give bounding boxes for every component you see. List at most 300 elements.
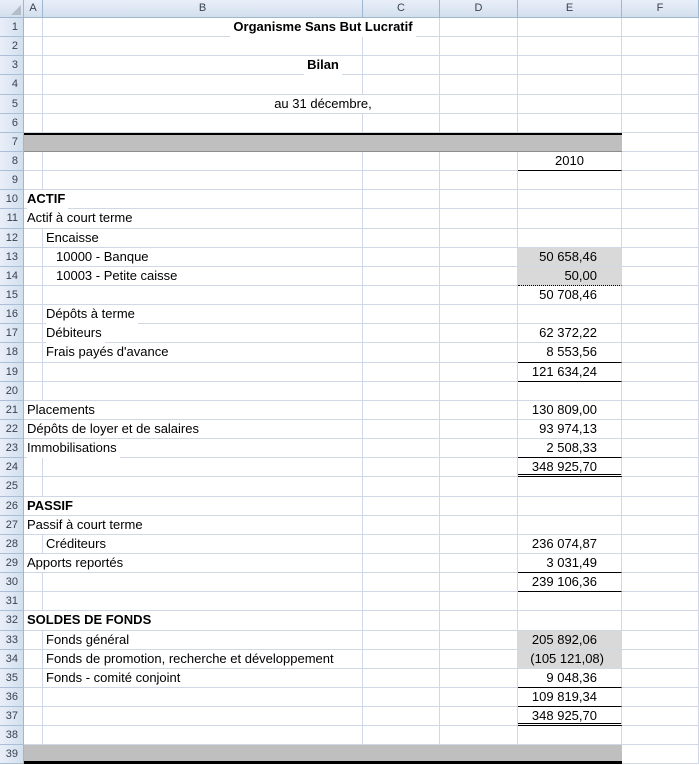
row-header-15[interactable]: 15 [0, 286, 24, 305]
row-header-14[interactable]: 14 [0, 267, 24, 286]
cell-D29[interactable] [440, 554, 518, 573]
sheet-title-text: Bilan [304, 56, 342, 75]
cell-E19[interactable]: 121 634,24 [518, 363, 622, 382]
cell-F30[interactable] [622, 573, 699, 592]
row-label: Passif à court terme [27, 516, 146, 535]
cell-F28[interactable] [622, 535, 699, 554]
cell-D8[interactable] [440, 152, 518, 171]
cell-D9[interactable] [440, 171, 518, 190]
cell-F12[interactable] [622, 229, 699, 248]
cell-E10[interactable] [518, 190, 622, 209]
row-header-31[interactable]: 31 [0, 592, 24, 611]
cell-F4[interactable] [622, 75, 699, 94]
cell-A38[interactable] [24, 726, 43, 745]
row-header-20[interactable]: 20 [0, 382, 24, 401]
cell-C8[interactable] [363, 152, 440, 171]
row-32 [24, 611, 699, 630]
row-34 [24, 650, 699, 669]
cell-E27[interactable] [518, 516, 622, 535]
title-row-1 [24, 18, 622, 37]
cell-C32[interactable] [363, 611, 440, 630]
row-22 [24, 420, 699, 439]
cell-E17[interactable]: 62 372,22 [518, 324, 622, 343]
cell-B15[interactable] [43, 286, 363, 305]
column-header-e[interactable]: E [518, 0, 622, 18]
cell-E22[interactable]: 93 974,13 [518, 420, 622, 439]
cell-E36[interactable]: 109 819,34 [518, 688, 622, 707]
row-label: Créditeurs [46, 535, 109, 554]
cell-A12[interactable] [24, 229, 43, 248]
row-label: Frais payés d'avance [46, 343, 171, 362]
row-header-7[interactable]: 7 [0, 133, 24, 152]
cell-A6[interactable] [24, 114, 43, 133]
row-header-36[interactable]: 36 [0, 688, 24, 707]
row-header-34[interactable]: 34 [0, 650, 24, 669]
row-36 [24, 688, 699, 707]
cell-C34[interactable] [363, 650, 440, 669]
cell-E25[interactable] [518, 477, 622, 496]
column-headers [0, 0, 699, 18]
cell-C13[interactable] [363, 248, 440, 267]
cell-E9[interactable] [518, 171, 622, 190]
cell-F39[interactable] [622, 745, 699, 764]
cell-D17[interactable] [440, 324, 518, 343]
row-31 [24, 592, 699, 611]
cell-E30[interactable]: 239 106,36 [518, 573, 622, 592]
cell-F11[interactable] [622, 209, 699, 228]
cell-C10[interactable] [363, 190, 440, 209]
cell-D27[interactable] [440, 516, 518, 535]
cell-C17[interactable] [363, 324, 440, 343]
row-header-39[interactable]: 39 [0, 745, 24, 764]
cell-F37[interactable] [622, 707, 699, 726]
cell-B25[interactable] [43, 477, 363, 496]
cell-A35[interactable] [24, 669, 43, 688]
cell-C18[interactable] [363, 343, 440, 362]
row-header-9[interactable]: 9 [0, 171, 24, 190]
cell-B19[interactable] [43, 363, 363, 382]
cell-D38[interactable] [440, 726, 518, 745]
row-header-6[interactable]: 6 [0, 114, 24, 133]
row-26 [24, 497, 699, 516]
cell-F23[interactable] [622, 439, 699, 458]
cell-D34[interactable] [440, 650, 518, 669]
cell-F34[interactable] [622, 650, 699, 669]
cell-D13[interactable] [440, 248, 518, 267]
cell-F32[interactable] [622, 611, 699, 630]
cell-E4[interactable] [518, 75, 622, 94]
row-header-24[interactable]: 24 [0, 458, 24, 477]
cell-B24[interactable] [43, 458, 363, 477]
cell-C38[interactable] [363, 726, 440, 745]
row-label: Dépôts à terme [46, 305, 138, 324]
cell-B10[interactable] [43, 190, 363, 209]
row-label: ACTIF [27, 190, 68, 209]
cell-D2[interactable] [440, 37, 518, 56]
row-35 [24, 669, 699, 688]
cell-F10[interactable] [622, 190, 699, 209]
cell-B4[interactable] [43, 75, 363, 94]
cell-D10[interactable] [440, 190, 518, 209]
cell-A36[interactable] [24, 688, 43, 707]
row-header-25[interactable]: 25 [0, 477, 24, 496]
row-5 [24, 95, 699, 114]
row-16 [24, 305, 699, 324]
cell-E21[interactable]: 130 809,00 [518, 401, 622, 420]
row-18 [24, 343, 699, 362]
cell-E26[interactable] [518, 497, 622, 516]
row-header-4[interactable]: 4 [0, 75, 24, 94]
cell-B37[interactable] [43, 707, 363, 726]
sheet-title-text: Organisme Sans But Lucratif [230, 18, 415, 37]
cell-E34[interactable]: (105 121,08) [518, 650, 622, 669]
row-header-26[interactable]: 26 [0, 497, 24, 516]
cell-E18[interactable]: 8 553,56 [518, 343, 622, 362]
row-19 [24, 363, 699, 382]
cell-F1[interactable] [622, 18, 699, 37]
cell-F5[interactable] [622, 95, 699, 114]
row-38 [24, 726, 699, 745]
row-29 [24, 554, 699, 573]
cell-C12[interactable] [363, 229, 440, 248]
cell-F29[interactable] [622, 554, 699, 573]
cell-D23[interactable] [440, 439, 518, 458]
select-all-triangle-icon [11, 5, 21, 15]
cell-D11[interactable] [440, 209, 518, 228]
row-28 [24, 535, 699, 554]
cell-F31[interactable] [622, 592, 699, 611]
cell-C20[interactable] [363, 382, 440, 401]
cell-F38[interactable] [622, 726, 699, 745]
cell-E24[interactable]: 348 925,70 [518, 458, 622, 477]
cell-E31[interactable] [518, 592, 622, 611]
row-header-19[interactable]: 19 [0, 363, 24, 382]
row-label: 10000 - Banque [56, 248, 152, 267]
row-label: Apports reportés [27, 554, 126, 573]
cell-D25[interactable] [440, 477, 518, 496]
cell-B9[interactable] [43, 171, 363, 190]
cell-C37[interactable] [363, 707, 440, 726]
row-header-21[interactable]: 21 [0, 401, 24, 420]
cell-F22[interactable] [622, 420, 699, 439]
row-25 [24, 477, 699, 496]
cell-E6[interactable] [518, 114, 622, 133]
cell-E33[interactable]: 205 892,06 [518, 631, 622, 650]
row-15 [24, 286, 699, 305]
row-header-3[interactable]: 3 [0, 56, 24, 75]
cell-A13[interactable] [24, 248, 43, 267]
cell-F25[interactable] [622, 477, 699, 496]
title-row-3 [24, 56, 622, 75]
cell-E37[interactable]: 348 925,70 [518, 707, 622, 726]
row-header-28[interactable]: 28 [0, 535, 24, 554]
row-header-35[interactable]: 35 [0, 669, 24, 688]
cell-A25[interactable] [24, 477, 43, 496]
row-header-17[interactable]: 17 [0, 324, 24, 343]
row-21 [24, 401, 699, 420]
cell-F9[interactable] [622, 171, 699, 190]
cell-E35[interactable]: 9 048,36 [518, 669, 622, 688]
cell-A8[interactable] [24, 152, 43, 171]
cell-A16[interactable] [24, 305, 43, 324]
column-header-a[interactable]: A [24, 0, 43, 18]
cell-A4[interactable] [24, 75, 43, 94]
cell-grid [24, 18, 699, 764]
cell-A20[interactable] [24, 382, 43, 401]
row-2 [24, 37, 699, 56]
cell-C15[interactable] [363, 286, 440, 305]
row-10 [24, 190, 699, 209]
cell-F18[interactable] [622, 343, 699, 362]
cell-F36[interactable] [622, 688, 699, 707]
cell-A17[interactable] [24, 324, 43, 343]
cell-D30[interactable] [440, 573, 518, 592]
cell-F7[interactable] [622, 133, 699, 152]
cell-C26[interactable] [363, 497, 440, 516]
cell-B38[interactable] [43, 726, 363, 745]
cell-D15[interactable] [440, 286, 518, 305]
cell-D6[interactable] [440, 114, 518, 133]
row-label: Fonds de promotion, recherche et développement [46, 650, 337, 669]
cell-A30[interactable] [24, 573, 43, 592]
cell-A34[interactable] [24, 650, 43, 669]
row-header-30[interactable]: 30 [0, 573, 24, 592]
cell-F3[interactable] [622, 56, 699, 75]
row-30 [24, 573, 699, 592]
cell-D24[interactable] [440, 458, 518, 477]
cell-E11[interactable] [518, 209, 622, 228]
cell-D37[interactable] [440, 707, 518, 726]
cell-B8[interactable] [43, 152, 363, 171]
cell-D28[interactable] [440, 535, 518, 554]
cell-F8[interactable] [622, 152, 699, 171]
cell-F17[interactable] [622, 324, 699, 343]
cell-C22[interactable] [363, 420, 440, 439]
cell-E20[interactable] [518, 382, 622, 401]
cell-A9[interactable] [24, 171, 43, 190]
cell-D16[interactable] [440, 305, 518, 324]
cell-C33[interactable] [363, 631, 440, 650]
row-14 [24, 267, 699, 286]
cell-F21[interactable] [622, 401, 699, 420]
row-7 [24, 133, 699, 152]
row-header-11[interactable]: 11 [0, 209, 24, 228]
cell-A15[interactable] [24, 286, 43, 305]
cell-D14[interactable] [440, 267, 518, 286]
cell-E8[interactable]: 2010 [518, 152, 622, 171]
select-all-corner[interactable] [0, 0, 24, 18]
row-label: Actif à court terme [27, 209, 135, 228]
row-header-22[interactable]: 22 [0, 420, 24, 439]
cell-B26[interactable] [43, 497, 363, 516]
cell-C21[interactable] [363, 401, 440, 420]
row-label: Débiteurs [46, 324, 105, 343]
cell-E38[interactable] [518, 726, 622, 745]
cell-E32[interactable] [518, 611, 622, 630]
row-label: SOLDES DE FONDS [27, 611, 154, 630]
row-label: Immobilisations [27, 439, 120, 458]
cell-E13[interactable]: 50 658,46 [518, 248, 622, 267]
cell-F15[interactable] [622, 286, 699, 305]
column-header-b[interactable]: B [43, 0, 363, 18]
column-header-d[interactable]: D [440, 0, 518, 18]
row-header-38[interactable]: 38 [0, 726, 24, 745]
row-4 [24, 75, 699, 94]
cell-D21[interactable] [440, 401, 518, 420]
cell-F27[interactable] [622, 516, 699, 535]
cell-B2[interactable] [43, 37, 363, 56]
cell-C24[interactable] [363, 458, 440, 477]
cell-F6[interactable] [622, 114, 699, 133]
row-headers [0, 18, 24, 764]
separator-band [24, 745, 622, 764]
cell-D18[interactable] [440, 343, 518, 362]
cell-F19[interactable] [622, 363, 699, 382]
cell-F24[interactable] [622, 458, 699, 477]
cell-B20[interactable] [43, 382, 363, 401]
row-9 [24, 171, 699, 190]
row-8 [24, 152, 699, 171]
cell-D35[interactable] [440, 669, 518, 688]
row-header-5[interactable]: 5 [0, 95, 24, 114]
cell-B30[interactable] [43, 573, 363, 592]
row-label: 10003 - Petite caisse [56, 267, 180, 286]
cell-B31[interactable] [43, 592, 363, 611]
cell-C29[interactable] [363, 554, 440, 573]
cell-A28[interactable] [24, 535, 43, 554]
cell-F13[interactable] [622, 248, 699, 267]
cell-D22[interactable] [440, 420, 518, 439]
cell-D26[interactable] [440, 497, 518, 516]
cell-E14[interactable]: 50,00 [518, 267, 622, 286]
row-label: Dépôts de loyer et de salaires [27, 420, 202, 439]
cell-D32[interactable] [440, 611, 518, 630]
row-33 [24, 631, 699, 650]
cell-F33[interactable] [622, 631, 699, 650]
row-header-10[interactable]: 10 [0, 190, 24, 209]
cell-C16[interactable] [363, 305, 440, 324]
cell-A19[interactable] [24, 363, 43, 382]
cell-C27[interactable] [363, 516, 440, 535]
cell-D31[interactable] [440, 592, 518, 611]
cell-C30[interactable] [363, 573, 440, 592]
row-header-12[interactable]: 12 [0, 229, 24, 248]
row-header-37[interactable]: 37 [0, 707, 24, 726]
title-row-5 [24, 95, 622, 114]
cell-F2[interactable] [622, 37, 699, 56]
cell-A33[interactable] [24, 631, 43, 650]
row-label: Placements [27, 401, 98, 420]
row-label: PASSIF [27, 497, 76, 516]
cell-D33[interactable] [440, 631, 518, 650]
cell-C6[interactable] [363, 114, 440, 133]
row-24 [24, 458, 699, 477]
row-header-27[interactable]: 27 [0, 516, 24, 535]
cell-C9[interactable] [363, 171, 440, 190]
cell-C2[interactable] [363, 37, 440, 56]
cell-C14[interactable] [363, 267, 440, 286]
row-6 [24, 114, 699, 133]
cell-A24[interactable] [24, 458, 43, 477]
column-header-c[interactable]: C [363, 0, 440, 18]
row-header-16[interactable]: 16 [0, 305, 24, 324]
row-23 [24, 439, 699, 458]
cell-C23[interactable] [363, 439, 440, 458]
row-12 [24, 229, 699, 248]
cell-A31[interactable] [24, 592, 43, 611]
cell-C25[interactable] [363, 477, 440, 496]
cell-D4[interactable] [440, 75, 518, 94]
row-27 [24, 516, 699, 535]
cell-F20[interactable] [622, 382, 699, 401]
cell-E28[interactable]: 236 074,87 [518, 535, 622, 554]
cell-E12[interactable] [518, 229, 622, 248]
cell-A14[interactable] [24, 267, 43, 286]
row-header-33[interactable]: 33 [0, 631, 24, 650]
row-37 [24, 707, 699, 726]
sheet-body [0, 18, 699, 764]
row-header-8[interactable]: 8 [0, 152, 24, 171]
cell-F16[interactable] [622, 305, 699, 324]
row-header-32[interactable]: 32 [0, 611, 24, 630]
cell-D20[interactable] [440, 382, 518, 401]
row-13 [24, 248, 699, 267]
cell-A37[interactable] [24, 707, 43, 726]
row-header-13[interactable]: 13 [0, 248, 24, 267]
row-label: Fonds - comité conjoint [46, 669, 183, 688]
cell-C19[interactable] [363, 363, 440, 382]
cell-E23[interactable]: 2 508,33 [518, 439, 622, 458]
row-17 [24, 324, 699, 343]
cell-E29[interactable]: 3 031,49 [518, 554, 622, 573]
cell-A2[interactable] [24, 37, 43, 56]
cell-D19[interactable] [440, 363, 518, 382]
sheet-title-text: au 31 décembre, [271, 95, 375, 114]
row-header-18[interactable]: 18 [0, 343, 24, 362]
row-header-1[interactable]: 1 [0, 18, 24, 37]
cell-C35[interactable] [363, 669, 440, 688]
cell-A18[interactable] [24, 343, 43, 362]
cell-F26[interactable] [622, 497, 699, 516]
cell-C4[interactable] [363, 75, 440, 94]
row-11 [24, 209, 699, 228]
row-3 [24, 56, 699, 75]
cell-C11[interactable] [363, 209, 440, 228]
cell-B6[interactable] [43, 114, 363, 133]
row-39 [24, 745, 699, 764]
cell-B36[interactable] [43, 688, 363, 707]
cell-F35[interactable] [622, 669, 699, 688]
row-header-2[interactable]: 2 [0, 37, 24, 56]
cell-E15[interactable]: 50 708,46 [518, 286, 622, 305]
row-1 [24, 18, 699, 37]
row-label: Fonds général [46, 631, 132, 650]
cell-E16[interactable] [518, 305, 622, 324]
cell-D36[interactable] [440, 688, 518, 707]
cell-F14[interactable] [622, 267, 699, 286]
cell-C36[interactable] [363, 688, 440, 707]
row-label: Encaisse [46, 229, 102, 248]
column-header-f[interactable]: F [622, 0, 699, 18]
cell-C28[interactable] [363, 535, 440, 554]
row-20 [24, 382, 699, 401]
row-header-29[interactable]: 29 [0, 554, 24, 573]
cell-D12[interactable] [440, 229, 518, 248]
cell-C31[interactable] [363, 592, 440, 611]
row-header-23[interactable]: 23 [0, 439, 24, 458]
cell-E2[interactable] [518, 37, 622, 56]
separator-band [24, 133, 622, 152]
